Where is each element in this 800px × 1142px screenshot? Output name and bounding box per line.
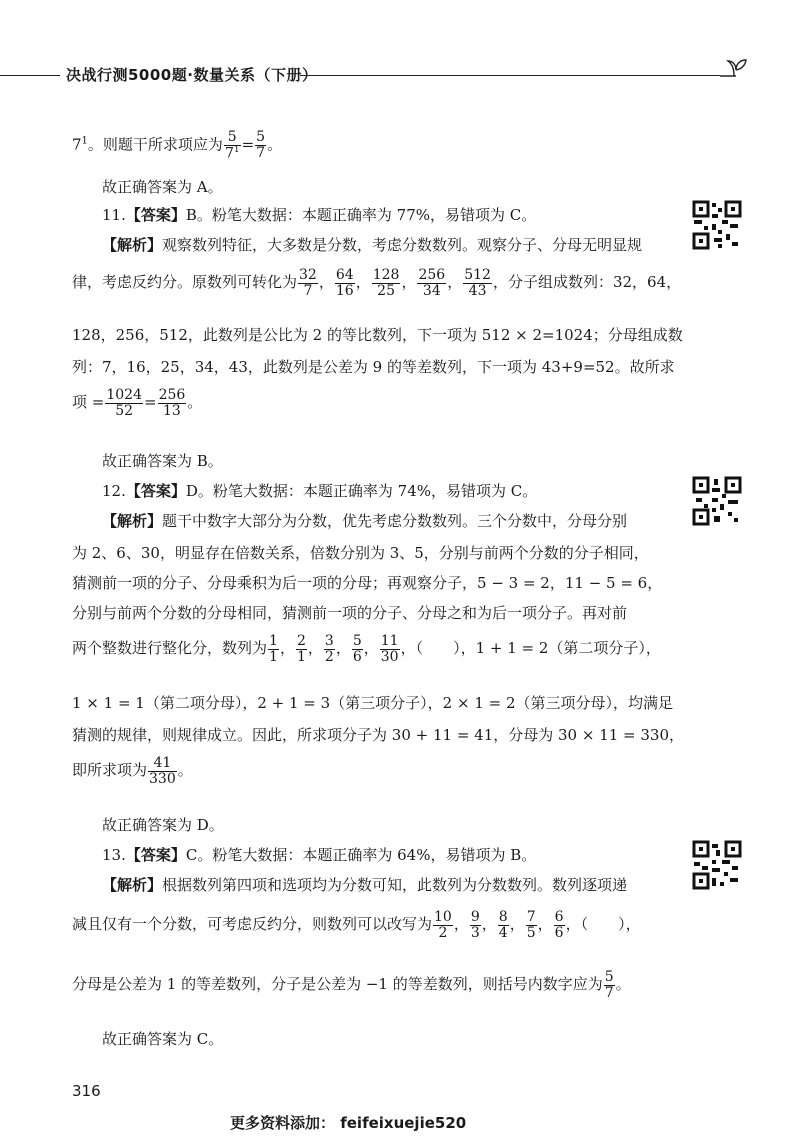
q11-analysis-2: 律，考虑反约分。原数列可转化为 $\frac{32}{7}$ ， $\frac{64}{16}$ ， $\frac{128}{25}$ ， $\frac{256}{34}$ ， $\frac{512}{43}$ ，分子组成数列：32，64， xyxy=(72,267,682,299)
line-q10-end: $7^1$。则题干所求项应为 $\frac{5}{7^1}$ = $\frac{5}{7}$ 。 xyxy=(72,129,283,162)
header-rule-left xyxy=(0,75,60,76)
q12-analysis-6: 1 × 1 = 1（第二项分母），2 + 1 = 3（第三项分子），2 × 1 = 2（第三项分母），均满足 xyxy=(72,694,674,712)
q12-analysis-8: 即所求项为 $\frac{41}{330}$ 。 xyxy=(72,755,193,787)
fraction: $\frac{256}{13}$ xyxy=(158,387,186,419)
q11-answer: 11.【答案】B。粉笔大数据：本题正确率为 77%，易错项为 C。 xyxy=(102,206,537,224)
fraction: $\frac{1}{1}$ xyxy=(269,633,278,665)
fraction: $\frac{10}{2}$ xyxy=(434,909,452,941)
fraction: $\frac{3}{2}$ xyxy=(324,633,334,665)
fraction: $\frac{5}{7^1}$ xyxy=(224,129,240,162)
header-rule-right xyxy=(300,75,720,76)
fraction: $\frac{1024}{52}$ xyxy=(106,387,142,419)
qr-code-icon[interactable] xyxy=(692,476,742,526)
sprout-icon xyxy=(716,52,750,86)
fraction: $\frac{11}{30}$ xyxy=(380,633,399,665)
fraction: $\frac{512}{43}$ xyxy=(464,267,491,299)
q12-analysis-3: 猜测前一项的分子、分母乘积为后一项的分母；再观察分子，5 − 3 = 2，11 − 5 = 6， xyxy=(72,574,663,592)
running-header xyxy=(0,60,800,90)
answer-line-q10: 故正确答案为 A。 xyxy=(102,178,223,196)
q12-final: 故正确答案为 D。 xyxy=(102,816,224,834)
fraction: $\frac{32}{7}$ xyxy=(299,267,317,299)
q13-analysis-3: 分母是公差为 1 的等差数列，分子是公差为 −1 的等差数列，则括号内数字应为 $\frac{5}{7}$ 。 xyxy=(72,969,631,1001)
q12-answer: 12.【答案】D。粉笔大数据：本题正确率为 74%，易错项为 C。 xyxy=(102,482,538,500)
footer-note: 更多资料添加： feifeixuejie520 xyxy=(230,1114,467,1132)
q13-final: 故正确答案为 C。 xyxy=(102,1030,224,1048)
q11-analysis-1: 【解析】观察数列特征，大多数是分数，考虑分数数列。观察分子、分母无明显规 xyxy=(102,236,643,254)
q12-analysis-5: 两个整数进行整化分，数列为 $\frac{1}{1}$ ， $\frac{2}{1}$ ， $\frac{3}{2}$ ， $\frac{5}{6}$ ， $\frac{11}{30}$ ，（ ），1 + 1 = 2（第二项分子）， xyxy=(72,633,661,665)
qr-code-icon[interactable] xyxy=(692,200,742,250)
q11-analysis-5: 项 = $\frac{1024}{52}$ = $\frac{256}{13}$ 。 xyxy=(72,387,203,419)
fraction: $\frac{5}{7}$ xyxy=(604,969,614,1001)
fraction: $\frac{64}{16}$ xyxy=(335,267,354,299)
q12-analysis-2: 为 2、6、30，明显存在倍数关系，倍数分别为 3、5，分别与前两个分数的分子相同， xyxy=(72,544,649,562)
page-number: 316 xyxy=(72,1082,101,1100)
fraction: $\frac{5}{6}$ xyxy=(352,633,362,665)
q13-answer: 13.【答案】C。粉笔大数据：本题正确率为 64%，易错项为 B。 xyxy=(102,846,537,864)
fraction: $\frac{6}{6}$ xyxy=(554,909,564,941)
fraction: $\frac{8}{4}$ xyxy=(498,909,508,941)
fraction: $\frac{41}{330}$ xyxy=(149,755,176,787)
fraction: $\frac{5}{7}$ xyxy=(256,129,266,162)
fraction: $\frac{9}{3}$ xyxy=(470,909,480,941)
q12-analysis-1: 【解析】题干中数字大部分为分数，优先考虑分数数列。三个分数中，分母分别 xyxy=(102,512,628,530)
qr-code-icon[interactable] xyxy=(692,840,742,890)
q12-analysis-7: 猜测的规律，则规律成立。因此，所求项分子为 30 + 11 = 41，分母为 30 × 11 = 330， xyxy=(72,726,685,744)
q11-analysis-4: 列：7，16，25，34，43，此数列是公差为 9 的等差数列，下一项为 43+9=52。故所求 xyxy=(72,358,675,376)
fraction: $\frac{2}{1}$ xyxy=(296,633,306,665)
q13-analysis-2: 减且仅有一个分数，可考虑反约分，则数列可以改写为 $\frac{10}{2}$ ， $\frac{9}{3}$ ， $\frac{8}{4}$ ， $\frac{7}{5}$ ， $\frac{6}{6}$ ，（ ）， xyxy=(72,909,641,941)
header-title: 决战行测5000题·数量关系（下册） xyxy=(66,66,318,84)
fraction: $\frac{256}{34}$ xyxy=(418,267,446,299)
fraction: $\frac{7}{5}$ xyxy=(526,909,536,941)
q11-analysis-3: 128，256，512，此数列是公比为 2 的等比数列，下一项为 512 × 2=1024；分母组成数 xyxy=(72,326,683,344)
q13-analysis-1: 【解析】根据数列第四项和选项均为分数可知，此数列为分数数列。数列逐项递 xyxy=(102,876,628,894)
q12-analysis-4: 分别与前两个分数的分母相同，猜测前一项的分子、分母之和为后一项分子。再对前 xyxy=(72,604,628,622)
q11-final: 故正确答案为 B。 xyxy=(102,452,223,470)
fraction: $\frac{128}{25}$ xyxy=(372,267,400,299)
